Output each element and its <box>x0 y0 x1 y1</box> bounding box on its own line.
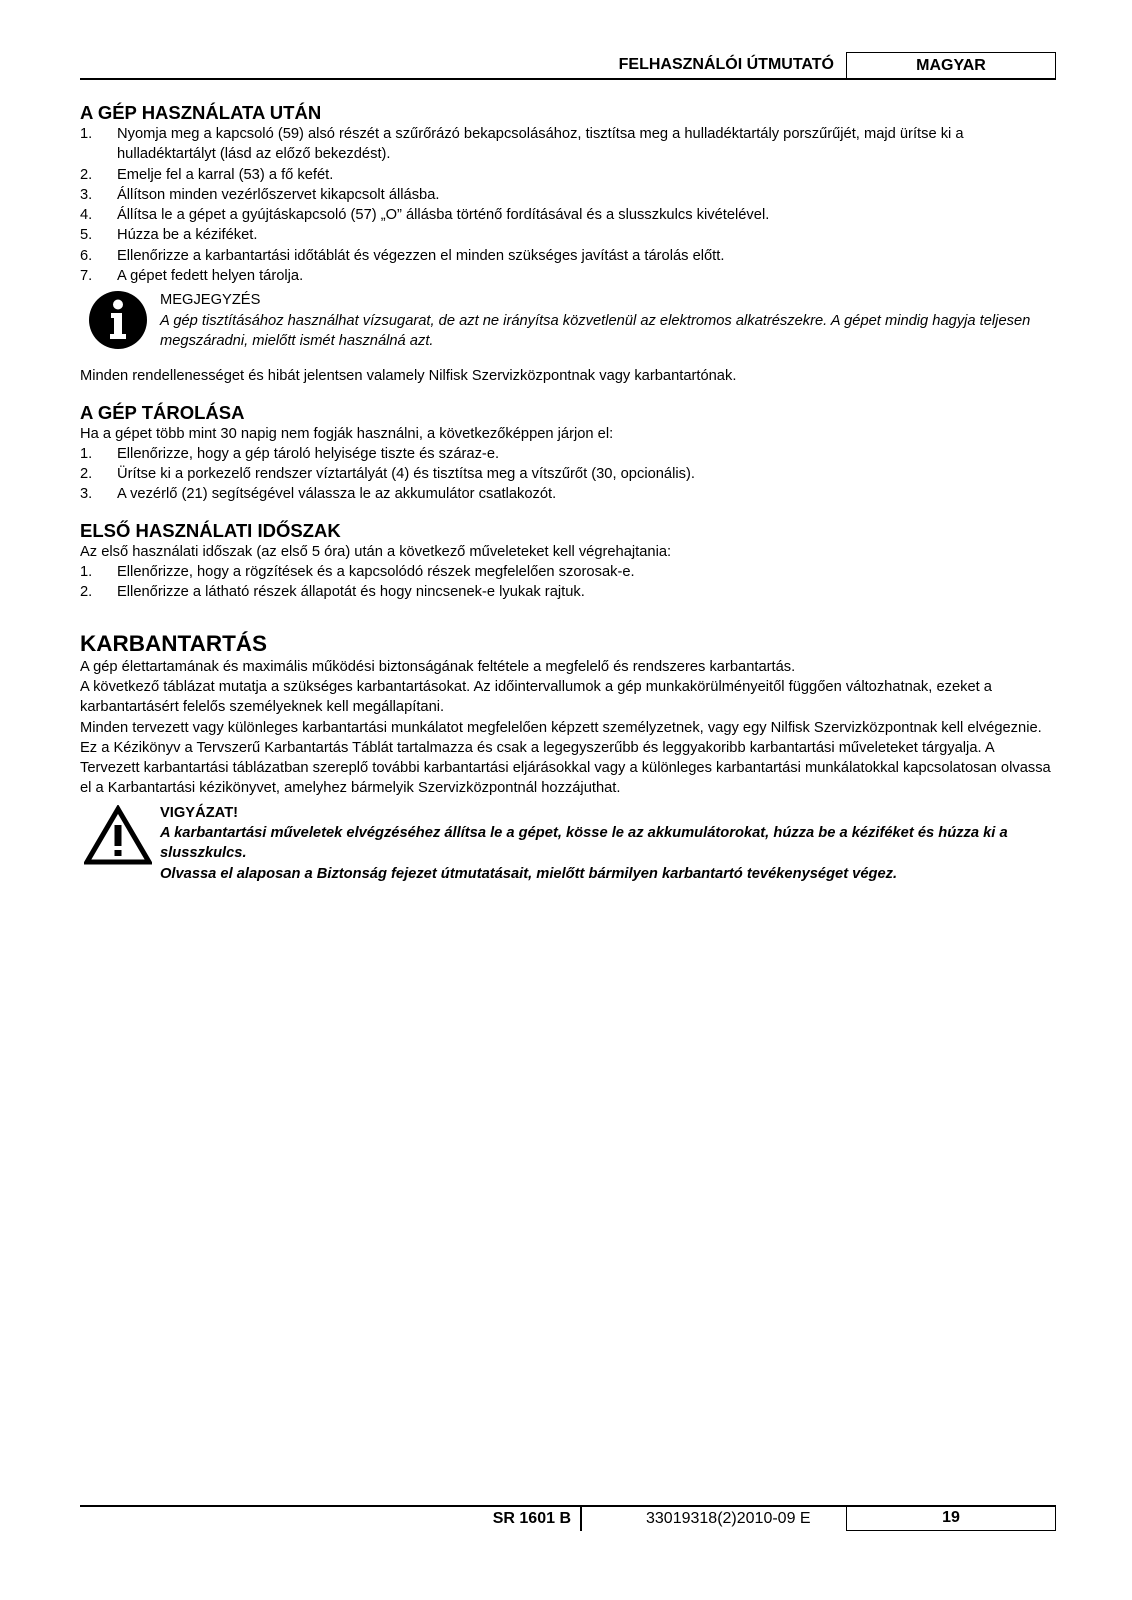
note-text: A gép tisztításához használhat vízsugarat, de azt ne irányítsa közvetlenül az elektromos alkatrészekre. A gépet mindig hagyja teljesen megszáradni, mielőtt ismét használná azt. <box>160 312 1031 349</box>
section-intro: Az első használati időszak (az első 5 óra) után a következő műveleteket kell végrehajtania: <box>80 543 672 560</box>
list-text: Állítson minden vezérlőszervet kikapcsolt állásba. <box>117 186 440 203</box>
paragraph: A következő táblázat mutatja a szükséges karbantartásokat. Az időintervallumok a gép munkakörülményeitől függően változhatnak, ezeket a karbantartásért felelős személyeknek kell megállapítani. <box>80 678 992 716</box>
header-rule <box>80 78 1056 80</box>
section-maintenance <box>80 631 1056 884</box>
section-intro: Ha a gépet több mint 30 napig nem fogják használni, a következőképpen járjon el: <box>80 425 614 442</box>
page-footer <box>80 1505 1056 1533</box>
list-item <box>80 484 1056 504</box>
list-number: 3. <box>80 186 93 203</box>
page-content <box>80 102 1056 884</box>
list-text: A gépet fedett helyen tárolja. <box>117 268 304 285</box>
list-item <box>80 165 1056 185</box>
list-item <box>80 246 1056 266</box>
list-text: Húzza be a kéziféket. <box>117 227 258 244</box>
list-text: Ellenőrizze, hogy a gép tároló helyisége tiszte és száraz-e. <box>117 445 500 462</box>
section-first-period <box>80 520 1056 603</box>
storage-steps <box>80 444 1056 505</box>
list-text: Ellenőrizze a látható részek állapotát és hogy nincsenek-e lyukak rajtuk. <box>117 584 585 601</box>
list-number: 7. <box>80 268 93 285</box>
list-item <box>80 266 1056 286</box>
list-number: 3. <box>80 486 93 503</box>
list-item <box>80 562 1056 582</box>
info-icon <box>88 290 148 356</box>
warning-icon <box>84 805 152 871</box>
list-number: 4. <box>80 207 93 224</box>
list-item <box>80 444 1056 464</box>
list-item <box>80 185 1056 205</box>
list-text: Ellenőrizze a karbantartási időtáblát és végezzen el minden szükséges javítást a tárolás előtt. <box>117 247 725 264</box>
list-text: Állítsa le a gépet a gyújtáskapcsoló (57) „O” állásba történő fordításával és a slusszkulcs kivételével. <box>117 207 770 224</box>
section-heading: A GÉP TÁROLÁSA <box>80 401 245 423</box>
chapter-heading: KARBANTARTÁS <box>80 630 268 656</box>
list-number: 2. <box>80 466 93 483</box>
list-item <box>80 464 1056 484</box>
warning-text: Olvassa el alaposan a Biztonság fejezet útmutatásait, mielőtt bármilyen karbantartó tevékenységet végez. <box>160 865 898 882</box>
list-item <box>80 225 1056 245</box>
page-header <box>80 52 1056 80</box>
section-storage <box>80 402 1056 505</box>
list-number: 6. <box>80 247 93 264</box>
warning-text: A karbantartási műveletek elvégzéséhez állítsa le a gépet, kösse le az akkumulátorokat, húzza be a kéziféket és húzza ki a slusszkulcs. <box>160 825 1008 862</box>
first-period-steps <box>80 562 1056 603</box>
list-text: Nyomja meg a kapcsoló (59) alsó részét a szűrőrázó bekapcsolásához, tisztítsa meg a hulladéktartály porszűrűjét, majd ürítse ki a hulladéktartályt (lásd az előző bekezdést). <box>117 126 964 163</box>
list-text: Ellenőrizze, hogy a rögzítések és a kapcsolódó részek megfelelően szorosak-e. <box>117 564 635 581</box>
list-item <box>80 205 1056 225</box>
note-label: MEGJEGYZÉS <box>160 292 261 309</box>
list-number: 1. <box>80 445 93 462</box>
page-number: 19 <box>846 1505 1056 1531</box>
list-number: 1. <box>80 126 93 142</box>
paragraph: Ez a Kézikönyv a Tervszerű Karbantartás Táblát tartalmazza és csak a legegyszerűbb és leggyakoribb karbantartási műveleteket tárgyalja. A Tervezett karbantartási táblázatban szereplő további karbantartási eljárásokkal vagy a különleges karbantartási munkálatokkal kapcsolatosan olvassa el a Karbantartási kézikönyvet, amelyhez bármelyik Szervizközpontnál hozzájuthat. <box>80 739 1051 797</box>
footer-code: 33019318(2)2010-09 E <box>646 1510 811 1527</box>
header-language: MAGYAR <box>846 52 1056 78</box>
list-number: 2. <box>80 166 93 183</box>
after-use-steps <box>80 124 1056 286</box>
list-number: 2. <box>80 584 93 601</box>
list-text: Emelje fel a karral (53) a fő kefét. <box>117 166 334 183</box>
section-after-use <box>80 102 1056 387</box>
report-text: Minden rendellenességet és hibát jelentsen valamely Nilfisk Szervizközpontnak vagy karbantartónak. <box>80 368 737 385</box>
footer-model: SR 1601 B <box>492 1510 571 1527</box>
warning-box <box>80 803 1056 884</box>
list-number: 5. <box>80 227 93 244</box>
list-item <box>80 582 1056 602</box>
paragraph: A gép élettartamának és maximális működési biztonságának feltétele a megfelelő és rendszeres karbantartás. <box>80 658 796 675</box>
paragraph: Minden tervezett vagy különleges karbantartási munkálatot megfelelően képzett személyzetnek, vagy egy Nilfisk Szervizközpontnak kell elvégeznie. <box>80 719 1042 736</box>
list-text: A vezérlő (21) segítségével válassza le az akkumulátor csatlakozót. <box>117 486 557 503</box>
list-number: 1. <box>80 564 93 581</box>
note-box <box>80 290 1056 351</box>
footer-divider <box>580 1505 582 1531</box>
list-text: Ürítse ki a porkezelő rendszer víztartályát (4) és tisztítsa meg a vítszűrőt (30, opcionális). <box>117 466 695 483</box>
section-heading: ELSŐ HASZNÁLATI IDŐSZAK <box>80 519 341 541</box>
header-title: FELHASZNÁLÓI ÚTMUTATÓ <box>618 56 834 73</box>
section-heading: A GÉP HASZNÁLATA UTÁN <box>80 102 322 123</box>
warning-label: VIGYÁZAT! <box>160 804 239 821</box>
list-item <box>80 124 1056 165</box>
